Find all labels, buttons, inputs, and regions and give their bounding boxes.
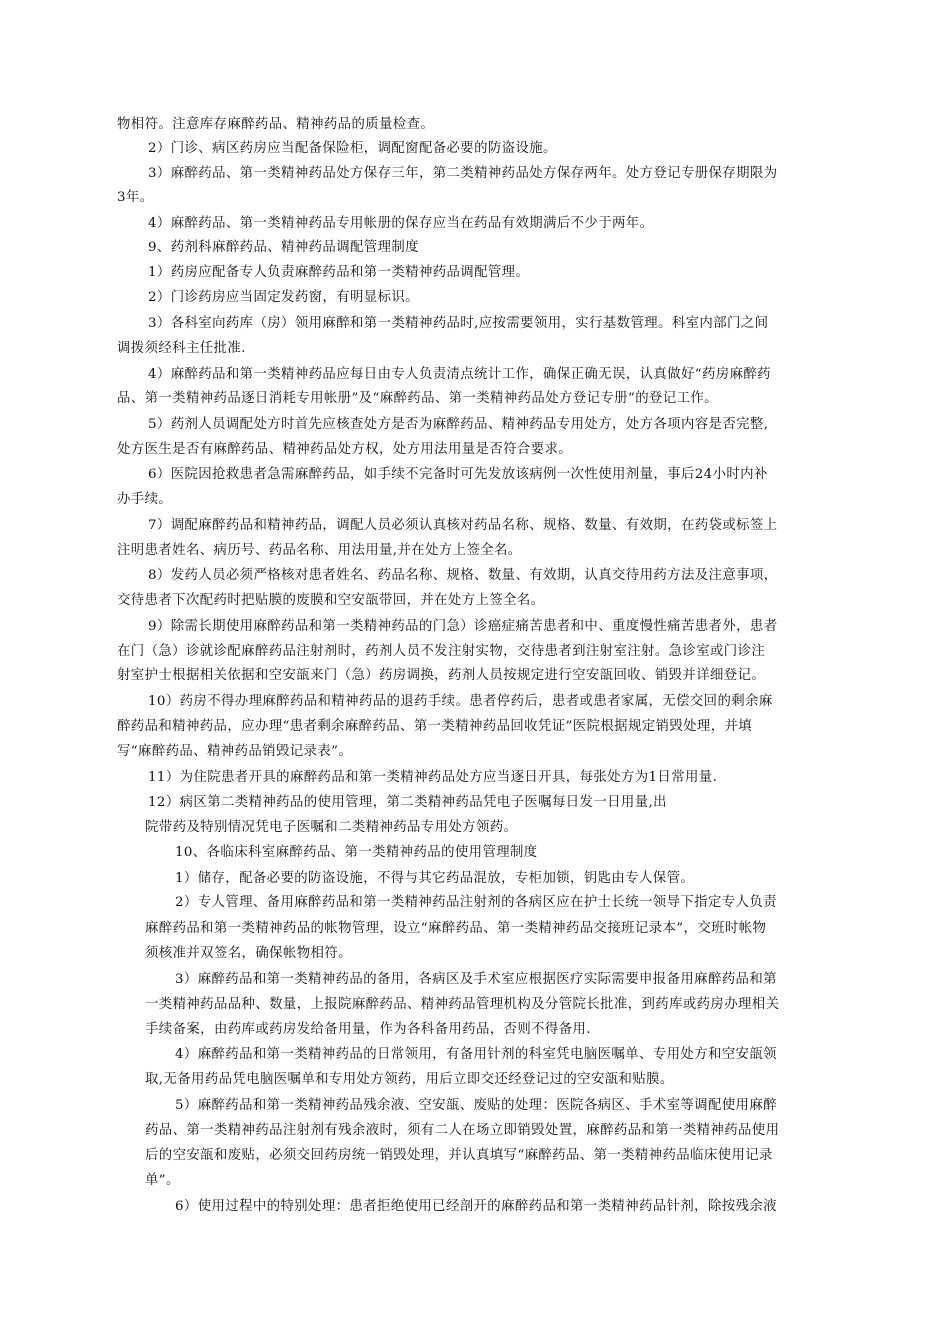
text-line: 3年。 (117, 190, 154, 205)
text-line: 11）为住院患者开具的麻醉药品和第一类精神药品处方应当逐日开具，每张处方为1日常用量. (148, 770, 718, 785)
text-line: 注明患者姓名、病历号、药品名称、用法用量,并在处方上签全名。 (117, 543, 522, 558)
text-line: 在门（急）诊就诊配麻醉药品注射剂时，药剂人员不发注射实物，交待患者到注射室注射。急诊室或门诊注 (117, 644, 766, 659)
text-line: 院带药及特别情况凭电子医嘱和二类精神药品专用处方领药。 (145, 820, 518, 835)
text-line: 4）麻醉药品和第一类精神药品应每日由专人负责清点统计工作，确保正确无误，认真做好“药房麻醉药 (148, 367, 771, 382)
text-line: 2）门诊、病区药房应当配备保险柜，调配窗配备必要的防盗设施。 (148, 141, 557, 156)
text-line: 调拨须经科主任批准. (117, 341, 246, 356)
text-line: 醉药品和精神药品，应办理“患者剩余麻醉药品、第一类精神药品回收凭证”医院根据规定销毁处理，并填 (117, 719, 753, 734)
section-heading: 10、各临床科室麻醉药品、第一类精神药品的使用管理制度 (175, 845, 538, 860)
text-line: 6）使用过程中的特别处理：患者拒绝使用已经剖开的麻醉药品和第一类精神药品针剂，除按残余液 (175, 1199, 777, 1214)
text-line: 须核准并双签名，确保帐物相符。 (145, 946, 352, 961)
text-line: 8）发药人员必须严格核对患者姓名、药品名称、规格、数量、有效期，认真交待用药方法及注意事项， (148, 568, 778, 583)
text-line: 9）除需长期使用麻醉药品和第一类精神药品的门急）诊癌症痛苦患者和中、重度慢性痛苦患者外，患者 (148, 619, 778, 634)
text-line: 麻醉药品和第一类精神药品的帐物管理，设立“麻醉药品、第一类精神药品交接班记录本”，交班时帐物 (145, 921, 767, 936)
text-line: 1）药房应配备专人负责麻醉药品和第一类精神药品调配管理。 (148, 265, 530, 280)
text-line: 药品、第一类精神药品注射剂有残余液时，须有二人在场立即销毁处置，麻醉药品和第一类精神药品使用 (145, 1123, 780, 1138)
text-line: 6）医院因抢救患者急需麻醉药品，如手续不完备时可先发放该病例一次性使用剂量，事后24小时内补 (148, 467, 768, 482)
section-heading: 9、药剂科麻醉药品、精神药品调配管理制度 (148, 240, 419, 255)
text-line: 取,无备用药品凭电脑医嘱单和专用处方领药，用后立即交还经登记过的空安瓿和贴膜。 (145, 1072, 674, 1087)
text-line: 射室护士根据相关依据和空安瓿来门（急）药房调换，药剂人员按规定进行空安瓿回收、销毁并详细登记。 (117, 668, 766, 683)
text-line: 12）病区第二类精神药品的使用管理，第二类精神药品凭电子医嘱每日发一日用量,出 (148, 795, 667, 810)
text-line: 3）麻醉药品、第一类精神药品处方保存三年，第二类精神药品处方保存两年。处方登记专册保存期限为 (148, 166, 778, 181)
text-line: 一类精神药品品种、数量，上报院麻醉药品、精神药品管理机构及分管院长批准，到药库或药房办理相关 (145, 997, 780, 1012)
text-line: 处方医生是否有麻醉药品、精神药品处方权，处方用法用量是否符合要求。 (117, 442, 573, 457)
text-line: 10）药房不得办理麻醉药品和精神药品的退药手续。患者停药后，患者或患者家属，无偿交回的剩余麻 (148, 694, 773, 709)
text-line: 4）麻醉药品和第一类精神药品的日常领用，有备用针剂的科室凭电脑医嘱单、专用处方和空安瓿领 (175, 1047, 777, 1062)
text-line: 后的空安瓿和废贴，必须交回药房统一销毁处理，并认真填写“麻醉药品、第一类精神药品临床使用记录 (145, 1148, 773, 1163)
text-line: 写“麻醉药品、精神药品销毁记录表”。 (117, 744, 353, 759)
text-line: 交待患者下次配药时把贴膜的废膜和空安瓿带回，并在处方上签全名。 (117, 593, 545, 608)
text-line: 5）麻醉药品和第一类精神药品残余液、空安瓿、废贴的处理：医院各病区、手术室等调配使用麻醉 (175, 1098, 777, 1113)
text-line: 7）调配麻醉药品和精神药品，调配人员必须认真核对药品名称、规格、数量、有效期，在药袋或标签上 (148, 518, 778, 533)
text-line: 3）各科室向药库（房）领用麻醉和第一类精神药品时,应按需要领用，实行基数管理。科室内部门之间 (148, 316, 769, 331)
text-line: 2）门诊药房应当固定发药窗，有明显标识。 (148, 290, 419, 305)
text-line: 单”。 (145, 1173, 180, 1188)
text-line: 4）麻醉药品、第一类精神药品专用帐册的保存应当在药品有效期满后不少于两年。 (148, 216, 654, 231)
text-line: 办手续。 (117, 492, 173, 507)
text-line: 手续备案，由药库或药房发给备用量，作为各科备用药品，否则不得备用. (145, 1022, 591, 1037)
text-line: 物相符。注意库存麻醉药品、精神药品的质量检查。 (117, 117, 435, 132)
text-line: 5）药剂人员调配处方时首先应核查处方是否为麻醉药品、精神药品专用处方，处方各项内容是否完整, (148, 417, 769, 432)
text-line: 1）储存，配备必要的防盗设施，不得与其它药品混放，专柜加锁，钥匙由专人保管。 (175, 871, 695, 886)
text-line: 品、第一类精神药品逐日消耗专用帐册”及“麻醉药品、第一类精神药品处方登记专册”的登记工作。 (117, 391, 718, 406)
text-line: 2）专人管理、备用麻醉药品和第一类精神药品注射剂的各病区应在护士长统一领导下指定专人负责 (175, 895, 777, 910)
text-line: 3）麻醉药品和第一类精神药品的备用，各病区及手术室应根据医疗实际需要申报备用麻醉药品和第 (175, 972, 777, 987)
